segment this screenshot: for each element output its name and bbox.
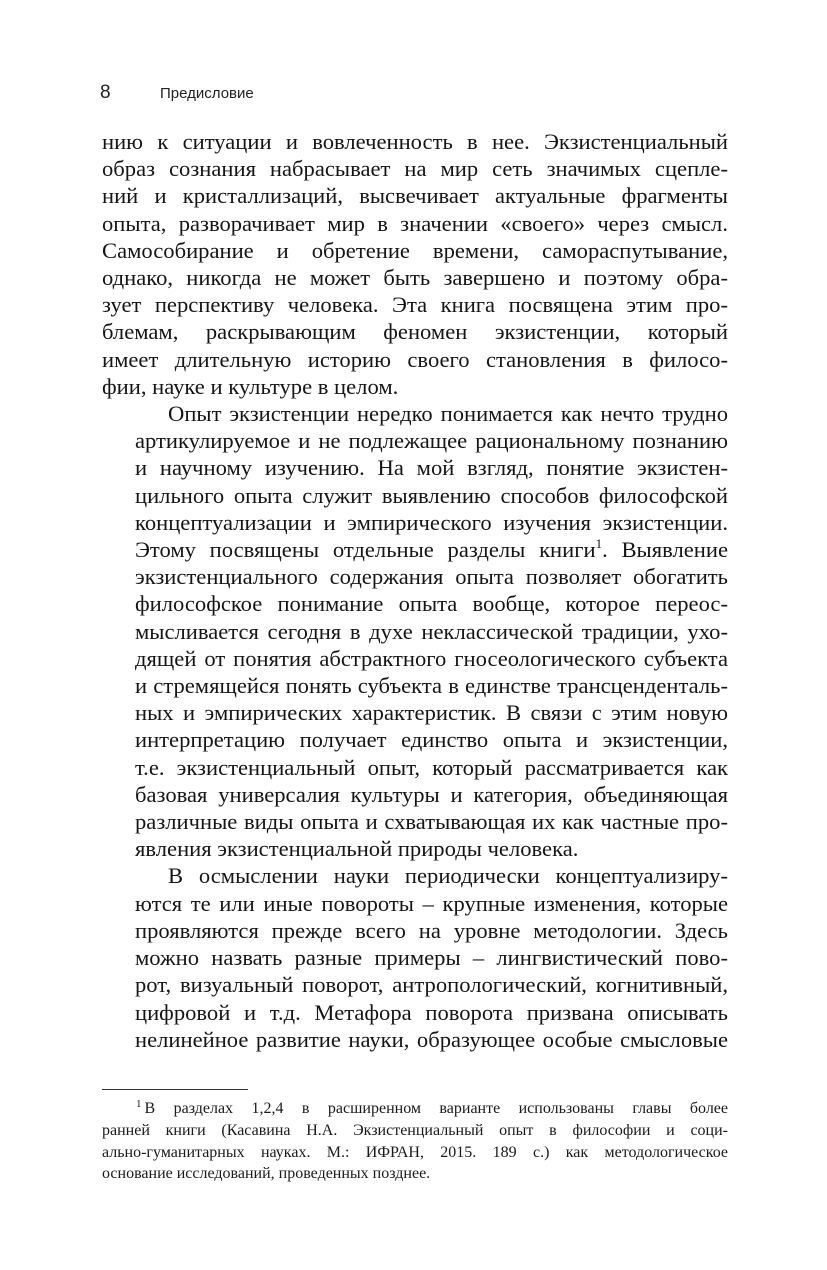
text-line: и стремящейся понять субъекта в единстве трансценденталь-	[135, 673, 728, 699]
text-line: ний и кристаллизаций, высвечивает актуальные фрагменты	[102, 183, 728, 209]
text-line: Опыт экзистенции нередко понимается как нечто трудно	[168, 401, 728, 427]
footnote-line: ранней книги (Касавина Н.А. Экзистенциальный опыт в философии и соци-	[102, 1121, 728, 1139]
text-line: мысливается сегодня в духе неклассической традиции, ухо-	[135, 618, 728, 644]
page-number: 8	[100, 82, 111, 103]
main-text	[102, 128, 728, 1053]
text-line: ются те или иные повороты – крупные изменения, которые	[135, 890, 728, 916]
text-line: зует перспективу человека. Эта книга посвящена этим про-	[102, 292, 728, 318]
footnote-line: основание исследований, проведенных позднее.	[102, 1165, 431, 1183]
text-line: нию к ситуации и вовлеченность в нее. Экзистенциальный	[102, 129, 728, 154]
text-line-with-footnote	[102, 536, 728, 563]
running-title: Предисловие	[160, 85, 254, 102]
text-line: базовая универсалия культуры и категория, объединяющая	[135, 781, 728, 807]
text-line: явления экзистенциальной природы человека.	[135, 836, 579, 862]
text-segment: Этому посвящены отдельные разделы книги	[135, 537, 596, 563]
text-line: Самособирание и обретение времени, самораспутывание,	[102, 237, 728, 263]
footnote-line: ально-гуманитарных науках. М.: ИФРАН, 2015. 189 с.) как методологическое	[102, 1143, 728, 1161]
text-segment: . Выявление	[602, 537, 728, 563]
text-line: рот, визуальный поворот, антропологический, когнитивный,	[135, 972, 728, 998]
text-line: концептуализации и эмпирического изучения экзистенции.	[135, 509, 728, 535]
page-header	[100, 82, 254, 108]
paragraph-1	[102, 128, 728, 400]
paragraph-2	[102, 400, 728, 862]
text-line: цифровой и т.д. Метафора поворота призвана описывать	[135, 999, 728, 1025]
text-line: проявляются прежде всего на уровне методологии. Здесь	[135, 917, 728, 943]
text-line: фии, науке и культуре в целом.	[102, 373, 399, 399]
text-line: различные виды опыта и схватывающая их как частные про-	[135, 809, 728, 835]
text-line: опыта, разворачивает мир в значении «своего» через смысл.	[102, 210, 728, 236]
footnote-divider	[102, 1089, 248, 1090]
paragraph-3	[102, 862, 728, 1052]
text-line: можно назвать разные примеры – лингвистический пово-	[135, 945, 728, 971]
footnote-text: В разделах 1,2,4 в расширенном варианте использованы главы более	[144, 1100, 728, 1117]
text-line: т.е. экзистенциальный опыт, который рассматривается как	[135, 754, 728, 780]
text-line: философское понимание опыта вообще, которое переос-	[135, 591, 728, 617]
text-line: имеет длительную историю своего становления в филосо-	[102, 346, 728, 372]
footnote	[102, 1098, 728, 1185]
text-line: В осмыслении науки периодически концептуализиру-	[168, 863, 728, 889]
footnote-line	[102, 1098, 728, 1120]
text-line: нелинейное развитие науки, образующее особые смысловые	[135, 1026, 728, 1052]
text-line: дящей от понятия абстрактного гносеологического субъекта	[135, 645, 728, 671]
text-line: и научному изучению. На мой взгляд, понятие экзистен-	[135, 455, 728, 481]
text-line: блемам, раскрывающим феномен экзистенции, который	[102, 319, 728, 345]
text-line: артикулируемое и не подлежащее рациональному познанию	[135, 428, 728, 454]
text-line: ных и эмпирических характеристик. В связи с этим новую	[135, 700, 728, 726]
footnote-reference[interactable]: 1	[595, 536, 603, 552]
footnote-mark: 1	[136, 1098, 142, 1110]
text-line: экзистенциального содержания опыта позволяет обогатить	[135, 564, 728, 590]
text-line: цильного опыта служит выявлению способов философской	[135, 482, 728, 508]
text-line: однако, никогда не может быть завершено и поэтому обра-	[102, 265, 728, 291]
text-line: интерпретацию получает единство опыта и экзистенции,	[135, 727, 728, 753]
text-line: образ сознания набрасывает на мир сеть значимых сцепле-	[102, 156, 728, 182]
